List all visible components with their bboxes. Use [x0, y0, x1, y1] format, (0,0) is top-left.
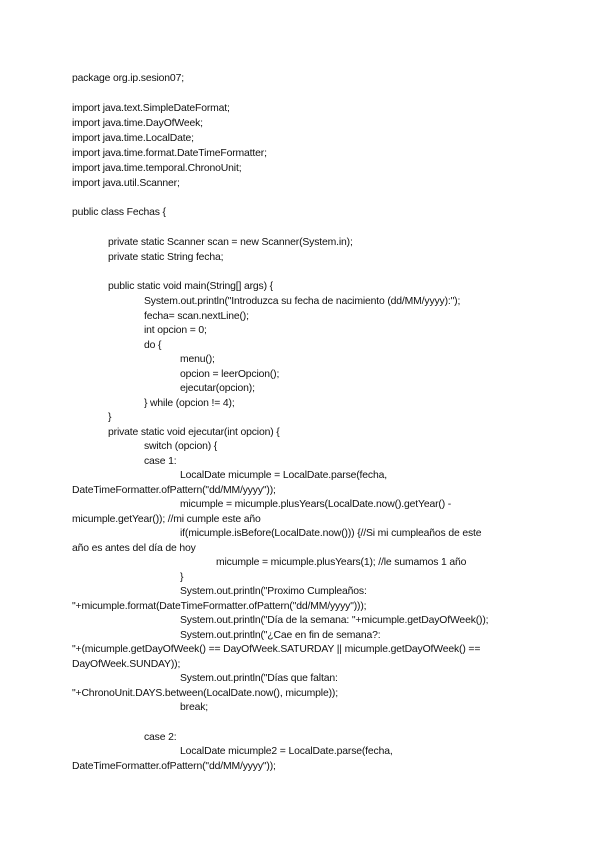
code-line: public static void main(String[] args) { — [108, 281, 273, 292]
code-line: package org.ip.sesion07; — [72, 73, 184, 84]
code-line: LocalDate micumple2 = LocalDate.parse(fecha, — [180, 746, 393, 757]
code-line: DateTimeFormatter.ofPattern("dd/MM/yyyy")); — [72, 485, 276, 496]
code-line: LocalDate micumple = LocalDate.parse(fecha, — [180, 470, 387, 481]
code-line: "+ChronoUnit.DAYS.between(LocalDate.now(), micumple)); — [72, 688, 338, 699]
code-line: private static Scanner scan = new Scanner(System.in); — [108, 237, 353, 248]
code-line: DayOfWeek.SUNDAY)); — [72, 659, 181, 670]
code-line: int opcion = 0; — [144, 325, 207, 336]
code-line: } — [180, 572, 184, 583]
code-line: System.out.println("Proximo Cumpleaños: — [180, 586, 367, 597]
code-line: System.out.println("¿Cae en fin de semana?: — [180, 630, 381, 641]
code-line: } — [108, 412, 112, 423]
code-line: switch (opcion) { — [144, 441, 218, 452]
code-line: ejecutar(opcion); — [180, 383, 255, 394]
code-line: break; — [180, 702, 208, 713]
code-line: case 2: — [144, 732, 177, 743]
code-line: do { — [144, 340, 162, 351]
code-line: opcion = leerOpcion(); — [180, 369, 280, 380]
code-line: import java.util.Scanner; — [72, 178, 180, 189]
code-line: micumple = micumple.plusYears(LocalDate.now().getYear() - — [180, 499, 452, 510]
code-line: private static String fecha; — [108, 252, 224, 263]
code-line: case 1: — [144, 456, 177, 467]
code-line: DateTimeFormatter.ofPattern("dd/MM/yyyy")); — [72, 761, 276, 772]
code-line: micumple = micumple.plusYears(1); //le sumamos 1 año — [216, 557, 467, 568]
code-line: } while (opcion != 4); — [144, 398, 235, 409]
code-line: private static void ejecutar(int opcion) { — [108, 427, 280, 438]
code-line: "+(micumple.getDayOfWeek() == DayOfWeek.SATURDAY || micumple.getDayOfWeek() == — [72, 644, 481, 655]
code-line: import java.time.LocalDate; — [72, 133, 194, 144]
code-line: System.out.println("Días que faltan: — [180, 673, 338, 684]
code-line: if(micumple.isBefore(LocalDate.now())) {//Si mi cumpleaños de este — [180, 528, 482, 539]
code-line: System.out.println("Día de la semana: "+micumple.getDayOfWeek()); — [180, 615, 489, 626]
code-line: "+micumple.format(DateTimeFormatter.ofPattern("dd/MM/yyyy"))); — [72, 601, 367, 612]
code-line: micumple.getYear()); //mi cumple este año — [72, 514, 261, 525]
code-line: año es antes del día de hoy — [72, 543, 196, 554]
code-line: menu(); — [180, 354, 215, 365]
code-line: import java.time.DayOfWeek; — [72, 118, 203, 129]
code-line: public class Fechas { — [72, 207, 166, 218]
code-line: import java.time.temporal.ChronoUnit; — [72, 163, 242, 174]
code-line: import java.time.format.DateTimeFormatter; — [72, 148, 267, 159]
code-line: fecha= scan.nextLine(); — [144, 311, 249, 322]
code-line: System.out.println("Introduzca su fecha de nacimiento (dd/MM/yyyy):"); — [144, 296, 461, 307]
code-line: import java.text.SimpleDateFormat; — [72, 103, 230, 114]
